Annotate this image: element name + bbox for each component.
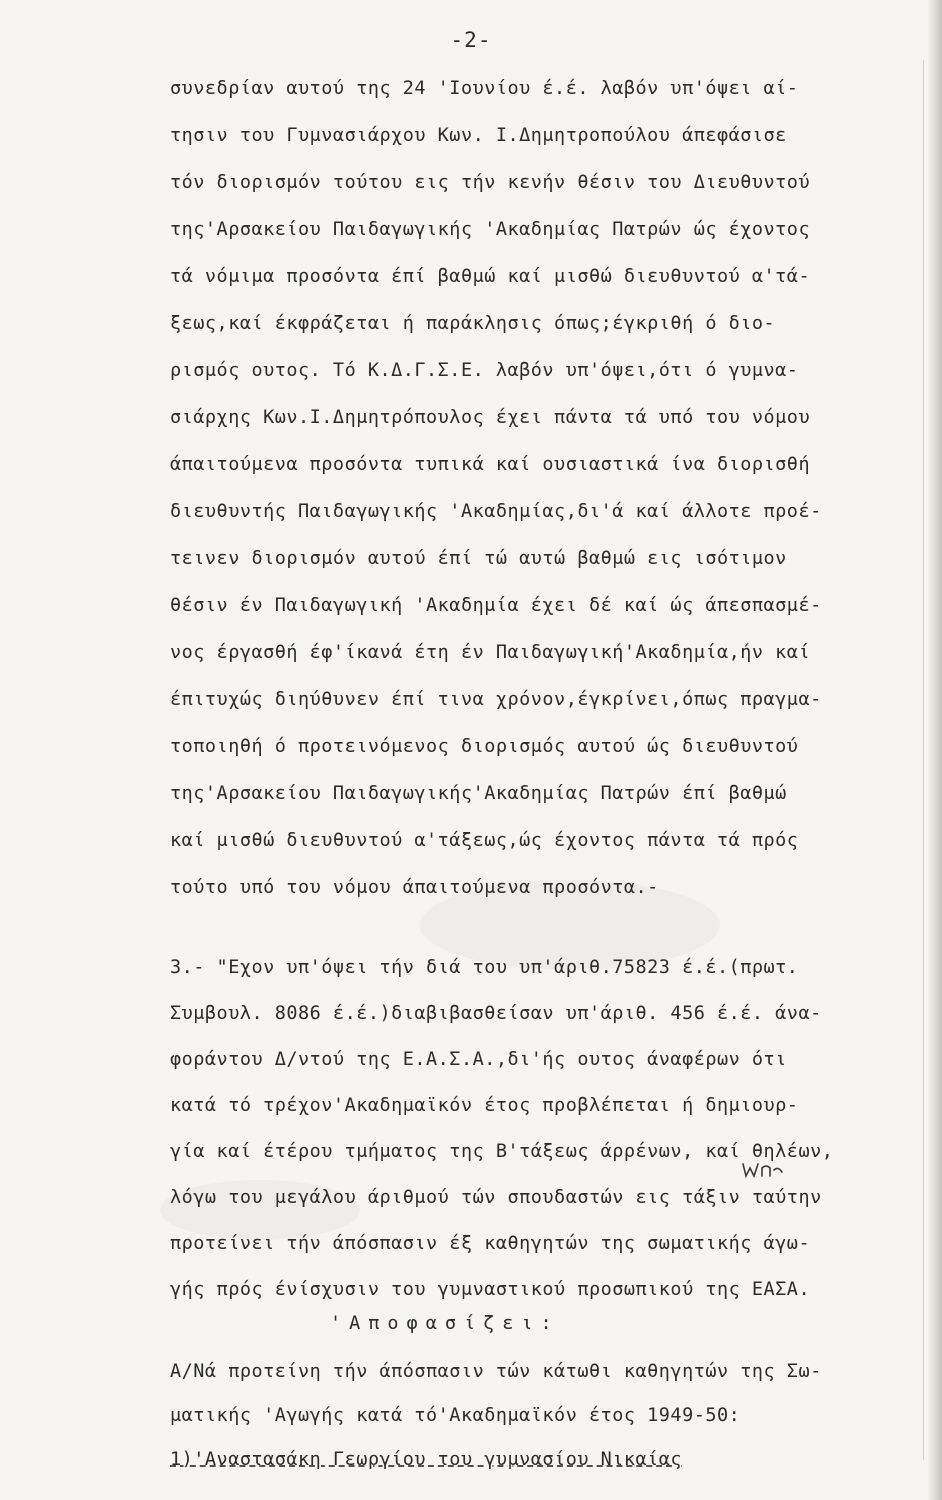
decision-heading: 'Αποφασίζει: [330,1313,560,1334]
text-line: καί μισθώ διευθυντού α'τάξεως,ώς έχοντος πάντα τά πρός [170,830,799,851]
page-edge-shadow [928,0,942,1500]
text-line: τόν διορισμόν τούτου εις τήν κενήν θέσιν του Διευθυντού [170,172,811,193]
text-line: τά νόμιμα προσόντα έπί βαθμώ καί μισθώ διευθυντού α'τά- [170,266,811,287]
text-line: Συμβουλ. 8086 έ.έ.)διαβιβασθείσαν υπ'άριθ. 456 έ.έ. άνα- [170,1003,822,1024]
text-line: έπιτυχώς διηύθυνεν έπί τινα χρόνον,έγκρίνει,όπως πραγμα- [170,689,822,710]
text-line: κατά τό τρέχον'Ακαδημαϊκόν έτος προβλέπεται ή δημιουρ- [170,1095,799,1116]
text-line: γία καί έτέρου τμήματος της Β'τάξεως άρρένων, καί θηλέων, [170,1141,834,1162]
text-line: ρισμός ουτος. Τό Κ.Δ.Γ.Σ.Ε. λαβόν υπ'όψει,ότι ό γυμνα- [170,360,799,381]
page-number: -2- [450,28,492,52]
text-line: 3.- "Εχον υπ'όψει τήν διά του υπ'άριθ.75823 έ.έ.(πρωτ. [170,957,799,978]
text-line: της'Αρσακείου Παιδαγωγικής'Ακαδημίας Πατρών έπί βαθμώ [170,783,787,804]
text-line: ξεως,καί έκφράζεται ή παράκλησις όπως;έγκριθή ό διο- [170,313,776,334]
text-line: λόγω του μεγάλου άριθμού τών σπουδαστών εις τάξιν ταύτην [170,1187,822,1208]
paragraph-decision-director [170,65,930,911]
text-line: διευθυντής Παιδαγωγικής 'Ακαδημίας,δι'ά καί άλλοτε προέ- [170,501,822,522]
text-line: τεινεν διορισμόν αυτού έπί τώ αυτώ βαθμώ εις ισότιμον [170,548,787,569]
text-line: τοποιηθή ό προτεινόμενος διορισμός αυτού ώς διευθυντού [170,736,799,757]
text-line: τούτο υπό του νόμου άπαιτούμενα προσόντα.- [170,877,659,898]
paragraph-item-3 [170,945,930,1313]
text-line: φοράντου Δ/ντού της Ε.Α.Σ.Α.,δι'ής ουτος άναφέρων ότι [170,1049,787,1070]
text-line: άπαιτούμενα προσόντα τυπικά καί ουσιαστικά ίνα διορισθή [170,454,811,475]
text-line: προτείνει τήν άπόσπασιν έξ καθηγητών της σωματικής άγω- [170,1233,811,1254]
text-line: θέσιν έν Παιδαγωγική 'Ακαδημία έχει δέ καί ώς άπεσπασμέ- [170,595,822,616]
text-line: τησιν του Γυμνασιάρχου Κων. Ι.Δημητροπούλου άπεφάσισε [170,125,787,146]
text-line: Α/Νά προτείνη τήν άπόσπασιν τών κάτωθι καθηγητών της Σω- [170,1361,822,1382]
text-line: συνεδρίαν αυτού της 24 'Ιουνίου έ.έ. λαβόν υπ'όψει αί- [170,78,799,99]
list-item: 1)'Αναστασάκη Γεωργίου του γυμνασίου Νικαίας [170,1449,683,1470]
text-line: γής πρός ένίσχυσιν του γυμναστικού προσωπικού της ΕΑΣΑ. [170,1279,811,1300]
text-line: νος έργασθή έφ'ίκανά έτη έν Παιδαγωγική'Ακαδημία,ήν καί [170,642,811,663]
paragraph-decision-list [170,1350,930,1482]
handwritten-correction-mark [740,1160,786,1180]
text-line: σιάρχης Κων.Ι.Δημητρόπουλος έχει πάντα τά υπό του νόμου [170,407,811,428]
text-line: της'Αρσακείου Παιδαγωγικής 'Ακαδημίας Πατρών ώς έχοντος [170,219,811,240]
text-line: ματικής 'Αγωγής κατά τό'Ακαδημαϊκόν έτος 1949-50: [170,1405,741,1426]
